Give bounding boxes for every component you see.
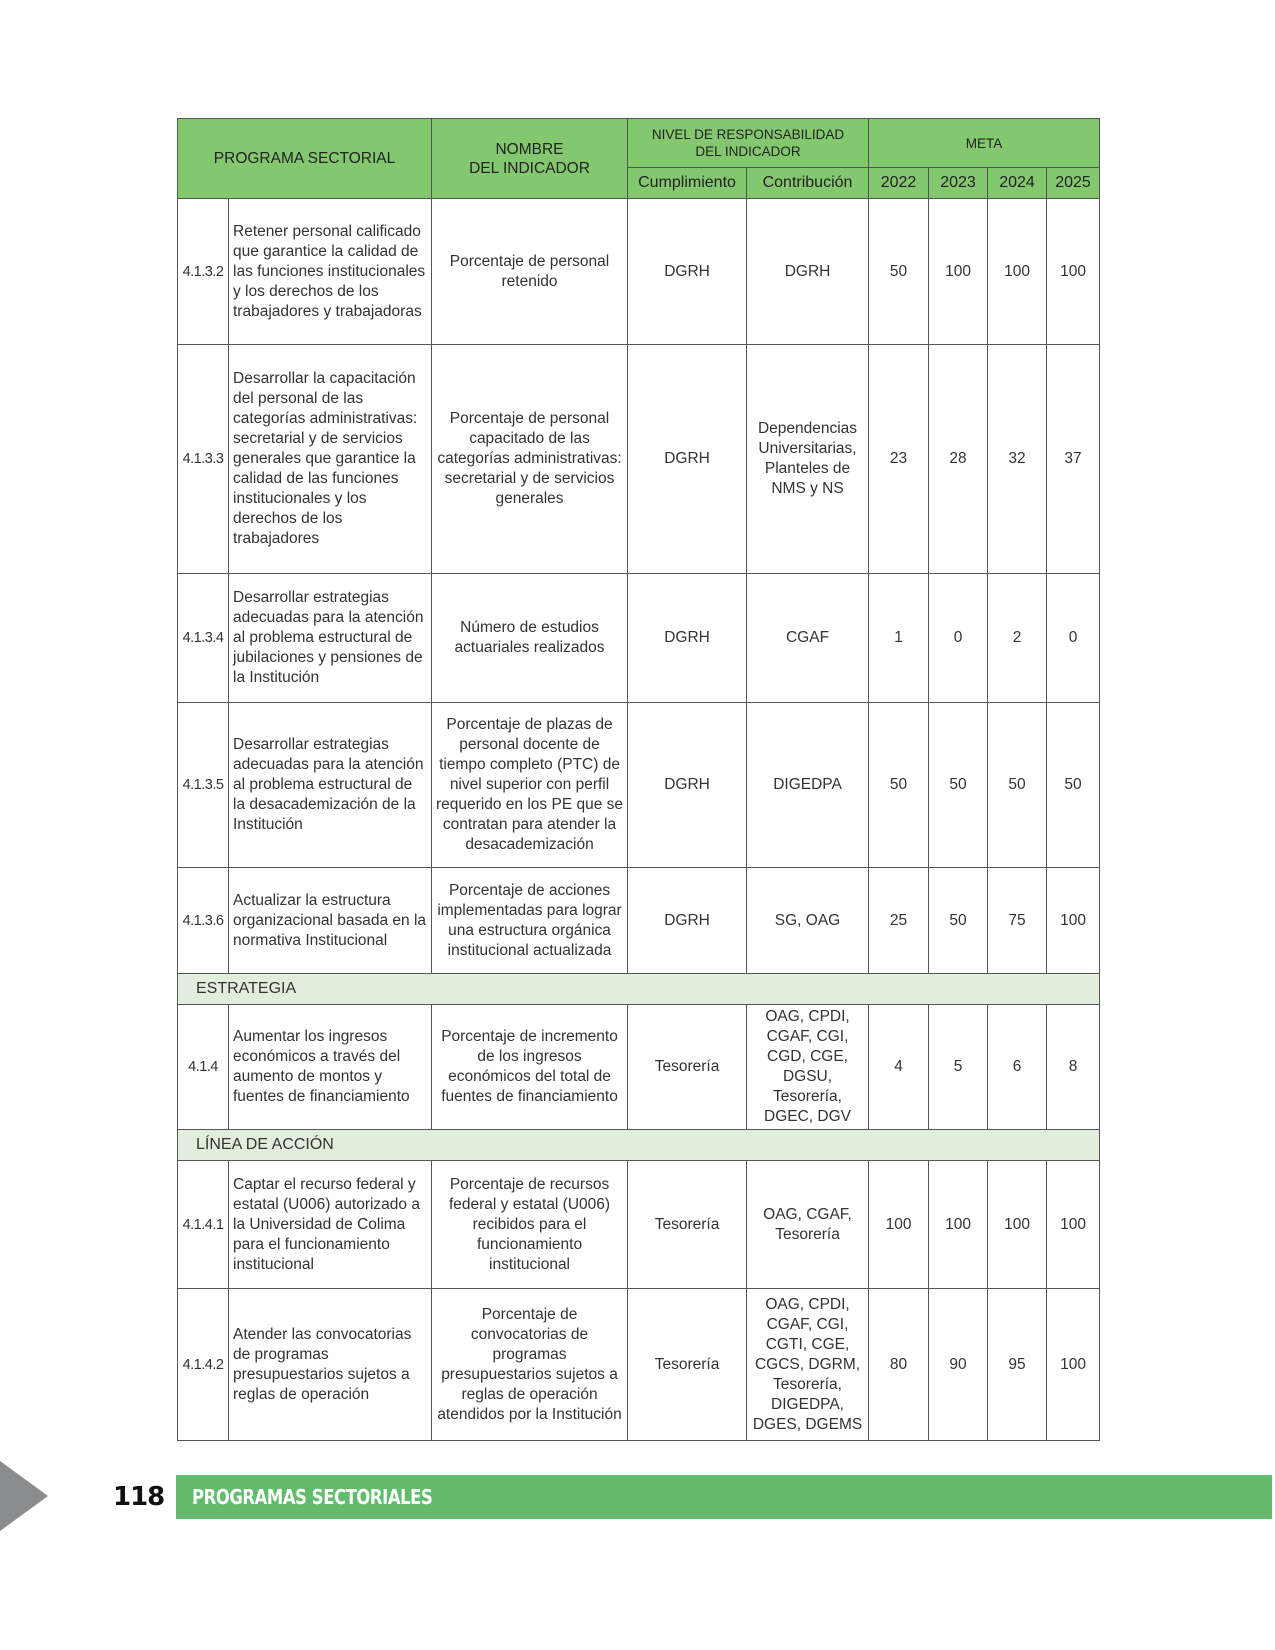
row-code: 4.1.3.2	[178, 199, 229, 345]
header-nivel-line2: DEL INDICADOR	[695, 144, 801, 159]
row-cumplimiento: DGRH	[628, 574, 747, 703]
row-indicador: Porcentaje de acciones implementadas para lograr una estructura orgánica institucional actualizada	[432, 868, 628, 974]
row-indicador: Porcentaje de plazas de personal docente de tiempo completo (PTC) de nivel superior con perfil requerido en los PE que se contratan para atender la desacademización	[432, 703, 628, 868]
header-programa-sectorial: PROGRAMA SECTORIAL	[178, 119, 432, 199]
row-cumplimiento: Tesorería	[628, 1161, 747, 1289]
row-contribucion: Dependencias Universitarias, Planteles de NMS y NS	[747, 345, 869, 574]
band-label: LÍNEA DE ACCIÓN	[178, 1130, 1100, 1161]
row-meta-2024: 75	[988, 868, 1047, 974]
header-year-2022: 2022	[869, 168, 929, 199]
table-row	[178, 1005, 1100, 1130]
row-contribucion: OAG, CGAF, Tesorería	[747, 1161, 869, 1289]
row-code: 4.1.4	[178, 1005, 229, 1130]
row-meta-2022: 80	[869, 1289, 929, 1441]
row-indicador: Número de estudios actuariales realizados	[432, 574, 628, 703]
row-meta-2024: 2	[988, 574, 1047, 703]
row-cumplimiento: Tesorería	[628, 1005, 747, 1130]
row-code: 4.1.3.4	[178, 574, 229, 703]
header-year-2023: 2023	[929, 168, 988, 199]
row-indicador: Porcentaje de incremento de los ingresos económicos del total de fuentes de financiamiento	[432, 1005, 628, 1130]
table-row	[178, 1289, 1100, 1441]
header-year-2025: 2025	[1047, 168, 1100, 199]
row-meta-2024: 50	[988, 703, 1047, 868]
footer-section-title: PROGRAMAS SECTORIALES	[192, 1485, 433, 1509]
row-meta-2025: 100	[1047, 868, 1100, 974]
header-nombre-line2: DEL INDICADOR	[469, 159, 590, 177]
row-meta-2025: 0	[1047, 574, 1100, 703]
row-code: 4.1.4.1	[178, 1161, 229, 1289]
row-contribucion: DIGEDPA	[747, 703, 869, 868]
row-meta-2022: 23	[869, 345, 929, 574]
section-band-estrategia	[178, 974, 1100, 1005]
footer-section-bar	[176, 1475, 1272, 1519]
table-row	[178, 868, 1100, 974]
row-programa: Desarrollar la capacitación del personal de las categorías administrativas: secretarial y de servicios generales que garantice la calidad de las funciones institucionales y los derechos de los trabajadores	[229, 345, 432, 574]
row-meta-2024: 32	[988, 345, 1047, 574]
row-programa: Atender las convocatorias de programas presupuestarios sujetos a reglas de operación	[229, 1289, 432, 1441]
row-programa: Desarrollar estrategias adecuadas para la atención al problema estructural de la desacademización de la Institución	[229, 703, 432, 868]
row-cumplimiento: DGRH	[628, 199, 747, 345]
row-meta-2025: 8	[1047, 1005, 1100, 1130]
row-meta-2023: 100	[929, 1161, 988, 1289]
header-nivel-line1: NIVEL DE RESPONSABILIDAD	[651, 127, 845, 142]
row-cumplimiento: Tesorería	[628, 1289, 747, 1441]
header-year-2024: 2024	[988, 168, 1047, 199]
table-row	[178, 703, 1100, 868]
section-band-linea-de-accion	[178, 1130, 1100, 1161]
page-number: 118	[113, 1482, 165, 1512]
row-meta-2025: 100	[1047, 1289, 1100, 1441]
row-meta-2022: 100	[869, 1161, 929, 1289]
row-meta-2025: 50	[1047, 703, 1100, 868]
header-nivel-responsabilidad	[628, 119, 869, 168]
row-meta-2023: 50	[929, 703, 988, 868]
row-meta-2022: 50	[869, 703, 929, 868]
row-contribucion: OAG, CPDI, CGAF, CGI, CGD, CGE, DGSU, Tesorería, DGEC, DGV	[747, 1005, 869, 1130]
header-cumplimiento: Cumplimiento	[628, 168, 747, 199]
row-meta-2024: 6	[988, 1005, 1047, 1130]
row-cumplimiento: DGRH	[628, 345, 747, 574]
row-contribucion: CGAF	[747, 574, 869, 703]
row-contribucion: OAG, CPDI, CGAF, CGI, CGTI, CGE, CGCS, DGRM, Tesorería, DIGEDPA, DGES, DGEMS	[747, 1289, 869, 1441]
row-cumplimiento: DGRH	[628, 868, 747, 974]
row-programa: Desarrollar estrategias adecuadas para la atención al problema estructural de jubilaciones y pensiones de la Institución	[229, 574, 432, 703]
row-code: 4.1.3.5	[178, 703, 229, 868]
table-row	[178, 345, 1100, 574]
row-cumplimiento: DGRH	[628, 703, 747, 868]
row-contribucion: DGRH	[747, 199, 869, 345]
row-programa: Retener personal calificado que garantice la calidad de las funciones institucionales y los derechos de los trabajadores y trabajadoras	[229, 199, 432, 345]
header-nombre-indicador	[432, 119, 628, 199]
row-meta-2025: 100	[1047, 199, 1100, 345]
row-meta-2023: 90	[929, 1289, 988, 1441]
row-meta-2022: 50	[869, 199, 929, 345]
row-contribucion: SG, OAG	[747, 868, 869, 974]
row-meta-2023: 5	[929, 1005, 988, 1130]
row-indicador: Porcentaje de recursos federal y estatal (U006) recibidos para el funcionamiento institucional	[432, 1161, 628, 1289]
row-meta-2023: 50	[929, 868, 988, 974]
row-meta-2022: 25	[869, 868, 929, 974]
table-row	[178, 199, 1100, 345]
header-contribucion: Contribución	[747, 168, 869, 199]
row-meta-2022: 4	[869, 1005, 929, 1130]
triangle-right-icon	[0, 1461, 48, 1531]
row-meta-2025: 37	[1047, 345, 1100, 574]
row-meta-2024: 100	[988, 199, 1047, 345]
row-meta-2024: 95	[988, 1289, 1047, 1441]
row-code: 4.1.3.6	[178, 868, 229, 974]
row-meta-2023: 28	[929, 345, 988, 574]
band-label: ESTRATEGIA	[178, 974, 1100, 1005]
row-programa: Captar el recurso federal y estatal (U006) autorizado a la Universidad de Colima para el funcionamiento institucional	[229, 1161, 432, 1289]
header-meta: META	[869, 119, 1100, 168]
row-programa: Aumentar los ingresos económicos a través del aumento de montos y fuentes de financiamiento	[229, 1005, 432, 1130]
indicators-table	[177, 118, 1100, 1441]
header-nombre-line1: NOMBRE	[495, 140, 564, 158]
row-meta-2022: 1	[869, 574, 929, 703]
row-meta-2025: 100	[1047, 1161, 1100, 1289]
row-indicador: Porcentaje de personal capacitado de las categorías administrativas: secretarial y de servicios generales	[432, 345, 628, 574]
row-code: 4.1.3.3	[178, 345, 229, 574]
row-indicador: Porcentaje de convocatorias de programas presupuestarios sujetos a reglas de operación atendidos por la Institución	[432, 1289, 628, 1441]
row-indicador: Porcentaje de personal retenido	[432, 199, 628, 345]
row-code: 4.1.4.2	[178, 1289, 229, 1441]
row-meta-2024: 100	[988, 1161, 1047, 1289]
row-meta-2023: 0	[929, 574, 988, 703]
row-programa: Actualizar la estructura organizacional basada en la normativa Institucional	[229, 868, 432, 974]
table-row	[178, 1161, 1100, 1289]
row-meta-2023: 100	[929, 199, 988, 345]
table-row	[178, 574, 1100, 703]
